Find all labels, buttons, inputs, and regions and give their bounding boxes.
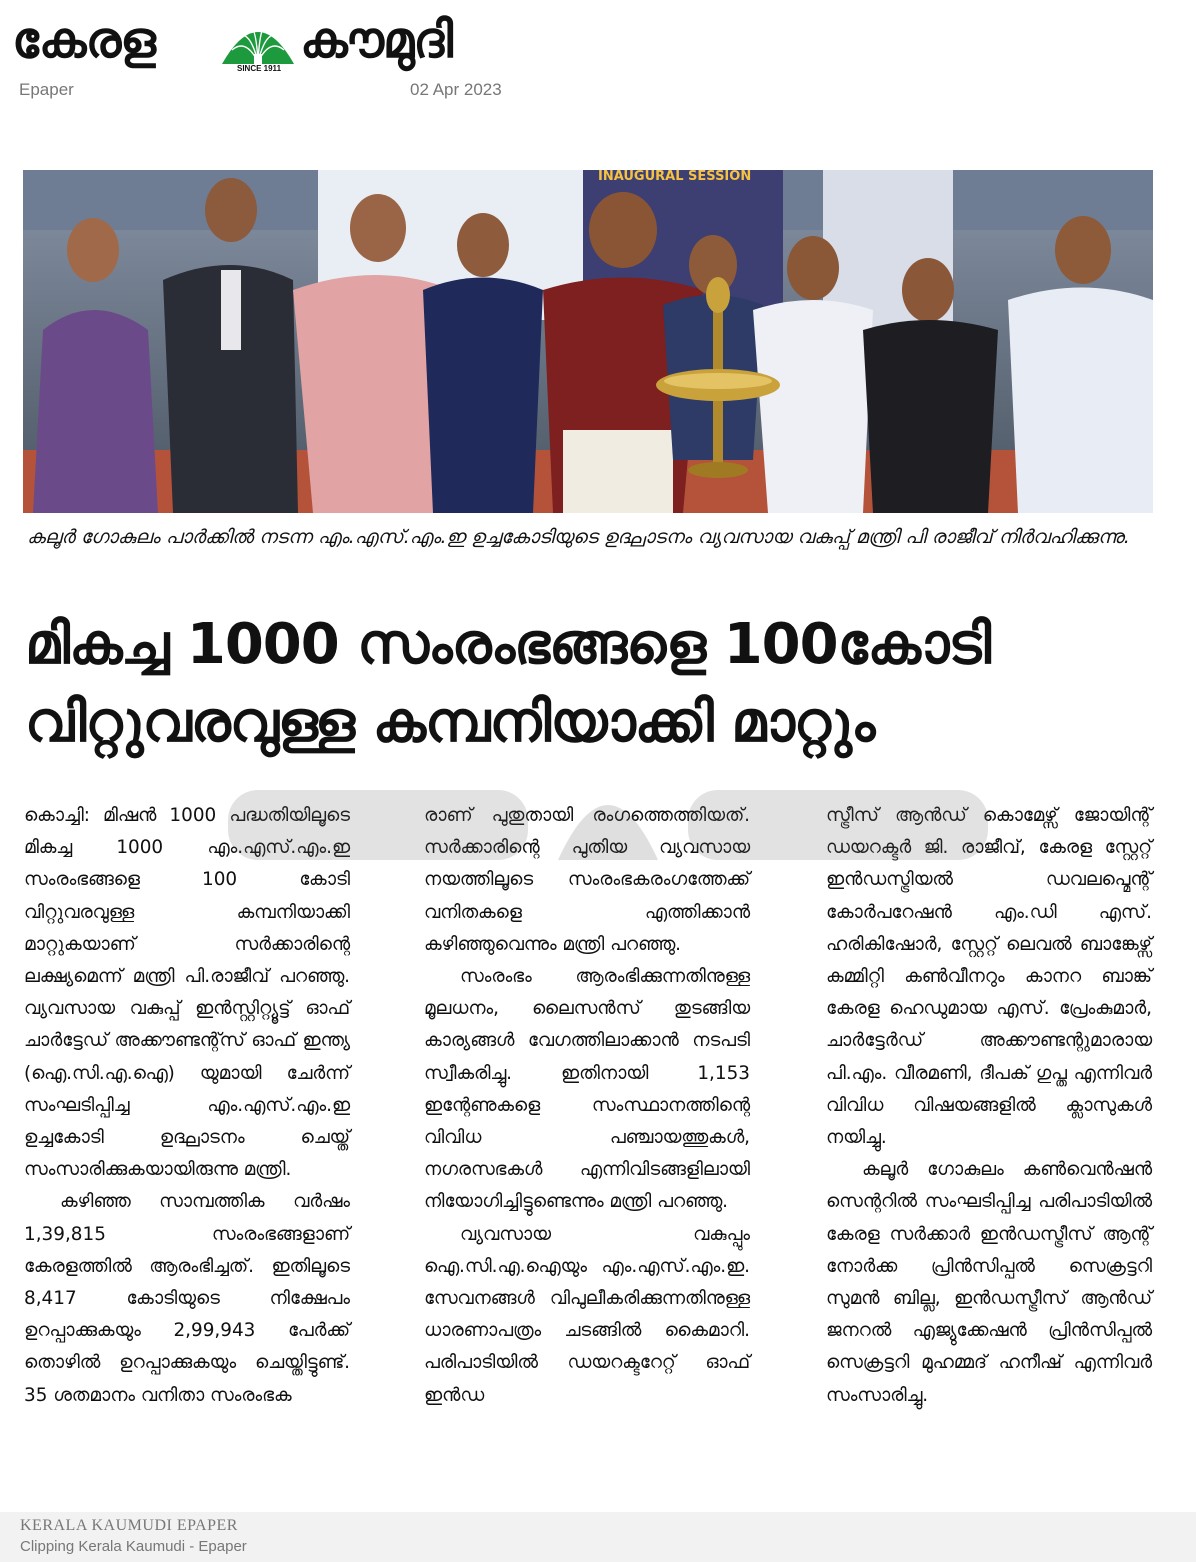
article-paragraph: കഴിഞ്ഞ സാമ്പത്തിക വർഷം 1,39,815 സംരംഭങ്ങളാണ് കേരളത്തിൽ ആരംഭിച്ചത്. ഇതിലൂടെ 8,417 കോടിയുടെ നിക്ഷേപം ഉറപ്പാക്കുകയും 2,99,943 പേർക്ക് തൊഴിൽ ഉറപ്പാക്കുകയും ചെയ്തിട്ടുണ്ട്. 35 ശതമാനം വനിതാ സംരംഭക bbox=[24, 1191, 350, 1406]
footer bbox=[0, 1512, 1196, 1562]
headline-line-1: മികച്ച 1000 സംരംഭങ്ങളെ 100കോടി bbox=[25, 612, 991, 677]
masthead bbox=[10, 8, 520, 78]
edition-label: Epaper bbox=[19, 80, 74, 99]
article-paragraph: കൊച്ചി: മിഷൻ 1000 പദ്ധതിയിലൂടെ മികച്ച 1000 എം.എസ്.എം.ഇ സംരംഭങ്ങളെ 100 കോടി വിറ്റുവരവുള്ള കമ്പനിയാക്കി മാറ്റുകയാണ് സർക്കാരിന്റെ ലക്ഷ്യമെന്ന് മന്ത്രി പി.രാജീവ് പറഞ്ഞു. വ്യവസായ വകുപ്പ് ഇൻസ്റ്റിറ്റ്യൂട്ട് ഓഫ് ചാർട്ടേഡ് അക്കൗണ്ടന്റ്സ് ഓഫ് ഇന്ത്യ (ഐ.സി.എ.ഐ) യുമായി ചേർന്ന് സംഘടിപ്പിച്ച എം.എസ്.എം.ഇ ഉച്ചകോടി ഉദ്ഘാടനം ചെയ്ത് സംസാരിക്കുകയായിരുന്നു മന്ത്രി. bbox=[24, 805, 350, 1181]
article-paragraph: സംരംഭം ആരംഭിക്കുന്നതിനുള്ള മൂലധനം, ലൈസൻസ് തുടങ്ങിയ കാര്യങ്ങൾ വേഗത്തിലാക്കാൻ നടപടി സ്വീകരിച്ചു. ഇതിനായി 1,153 ഇന്റേണുകളെ സംസ്ഥാനത്തിന്റെ വിവിധ പഞ്ചായത്തുകൾ, നഗരസഭകൾ എന്നിവിടങ്ങളിലായി നിയോഗിച്ചിട്ടുണ്ടെന്നും മന്ത്രി പറഞ്ഞു. bbox=[424, 966, 750, 1213]
headline-line-2: വിറ്റുവരവുള്ള കമ്പനിയാക്കി മാറ്റും bbox=[25, 690, 875, 755]
stage-text: INAUGURAL SESSION bbox=[598, 170, 752, 184]
headline bbox=[25, 606, 1175, 762]
footer-title: KERALA KAUMUDI EPAPER bbox=[20, 1517, 238, 1534]
article-column-3 bbox=[826, 800, 1152, 1412]
masthead-title-right: കൗമുദി bbox=[300, 11, 453, 69]
masthead-title-left: കേരള bbox=[12, 11, 155, 69]
edition-date: 02 Apr 2023 bbox=[410, 80, 502, 99]
article-paragraph: വ്യവസായ വകുപ്പും ഐ.സി.എ.ഐയും എം.എസ്.എം.ഇ. സേവനങ്ങൾ വിപുലീകരിക്കുന്നതിനുള്ള ധാരണാപത്രം ചടങ്ങിൽ കൈമാറി. പരിപാടിയിൽ ഡയറക്ടറേറ്റ് ഓഫ് ഇൻഡ bbox=[424, 1223, 750, 1406]
article-column-2 bbox=[424, 800, 750, 1412]
footer-subtitle: Clipping Kerala Kaumudi - Epaper bbox=[20, 1538, 247, 1555]
article-paragraph: രാണ് പുതുതായി രംഗത്തെത്തിയത്. സർക്കാരിന്റെ പുതിയ വ്യവസായ നയത്തിലൂടെ സംരംഭകരംഗത്തേക്ക് വനിതകളെ എത്തിക്കാൻ കഴിഞ്ഞുവെന്നും മന്ത്രി പറഞ്ഞു. bbox=[424, 805, 750, 955]
news-photo bbox=[23, 170, 1153, 513]
photo-caption: കലൂർ ഗോകുലം പാർക്കിൽ നടന്ന എം.എസ്.എം.ഇ ഉച്ചകോടിയുടെ ഉദ്ഘാടനം വ്യവസായ വകുപ്പ് മന്ത്രി പി രാജീവ് നിർവഹിക്കുന്നു. bbox=[27, 526, 1130, 548]
article-column-1 bbox=[24, 800, 350, 1412]
since-label: SINCE 1911 bbox=[236, 64, 282, 73]
article-paragraph: സ്ട്രീസ് ആൻഡ് കൊമേഴ്സ് ജോയിന്റ് ഡയറക്ടർ ജി. രാജീവ്, കേരള സ്റ്റേറ്റ് ഇൻഡസ്ട്രിയൽ ഡവലപ്മെന്റ് കോർപറേഷൻ എം.ഡി എസ്. ഹരികിഷോർ, സ്റ്റേറ്റ് ലെവൽ ബാങ്കേഴ്സ് കമ്മിറ്റി കൺവീനറും കാനറ ബാങ്ക് കേരള ഹെഡുമായ എസ്. പ്രേംകുമാർ, ചാർട്ടേർഡ് അക്കൗണ്ടന്റുമാരായ പി.എം. വീരമണി, ദീപക് ഗുപ്ത എന്നിവർ വിവിധ വിഷയങ്ങളിൽ ക്ലാസുകൾ നയിച്ചു. bbox=[826, 805, 1152, 1149]
article-paragraph: കലൂർ ഗോകുലം കൺവെൻഷൻ സെന്ററിൽ സംഘടിപ്പിച്ച പരിപാടിയിൽ കേരള സർക്കാർ ഇൻഡസ്ട്രീസ് ആന്റ് നോർക്ക പ്രിൻസിപ്പൽ സെക്രട്ടറി സുമൻ ബില്ല, ഇൻഡസ്ട്രീസ് ആൻഡ് ജനറൽ എജ്യുക്കേഷൻ പ്രിൻസിപ്പൽ സെക്രട്ടറി മുഹമ്മദ് ഹനീഷ് എന്നിവർ സംസാരിച്ചു. bbox=[826, 1159, 1152, 1406]
